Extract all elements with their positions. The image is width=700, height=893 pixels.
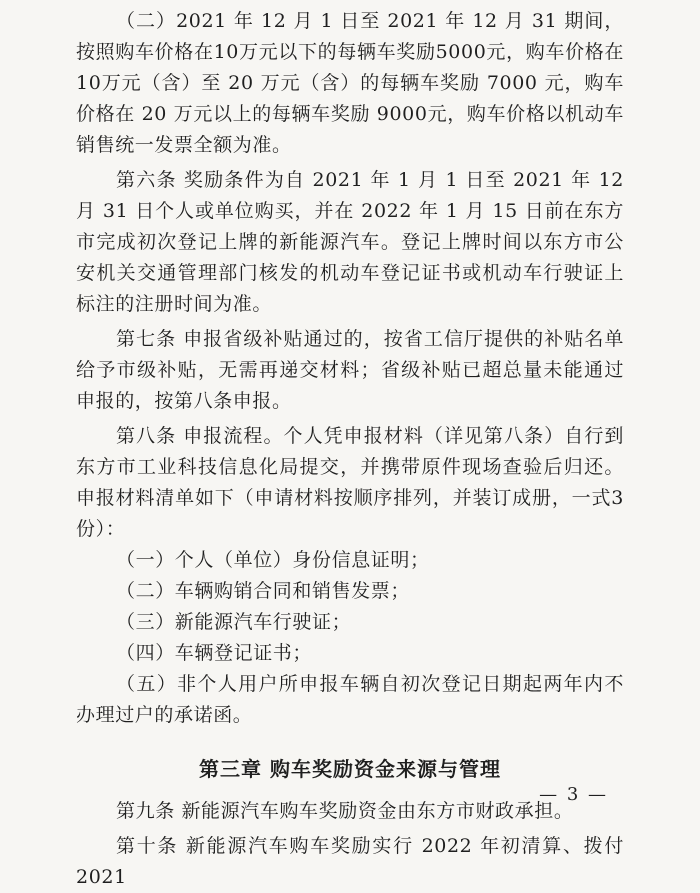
list-item: （二）车辆购销合同和销售发票； <box>116 580 411 602</box>
list-item: （一）个人（单位）身份信息证明； <box>116 549 430 571</box>
paragraph-item-2-subsidy: （二）2021 年 12 月 1 日至 2021 年 12 月 31 期间，按照购车价格在10万元以下的每辆车奖励5000元，购车价格在10万元（含）至 20 万元（含）的每辆车奖励 7000 元，购车价格在 20 万元以上的每辆车奖励 9000元，购车价格以机动车销售统一发票全额为准。 <box>76 10 624 156</box>
paragraph-article-6: 第六条 奖励条件为自 2021 年 1 月 1 日至 2021 年 12 月 31 日个人或单位购买，并在 2022 年 1 月 15 日前在东方市完成初次登记上牌的新能源汽车。登记上牌时间以东方市公安机关交通管理部门核发的机动车登记证书或机动车行驶证上标注的注册时间为准。 <box>76 169 624 315</box>
paragraph-article-7: 第七条 申报省级补贴通过的，按省工信厅提供的补贴名单给予市级补贴，无需再递交材料；省级补贴已超总量未能通过申报的，按第八条申报。 <box>76 328 624 412</box>
paragraph-article-10: 第十条 新能源汽车购车奖励实行 2022 年初清算、拨付 2021 <box>76 835 624 888</box>
paragraph-article-8: 第八条 申报流程。个人凭申报材料（详见第八条）自行到东方市工业科技信息化局提交，并携带原件现场查验后归还。申报材料清单如下（申请材料按顺序排列，并装订成册，一式3份）： <box>76 425 624 540</box>
list-item: （五）非个人用户所申报车辆自初次登记日期起两年内不办理过户的承诺函。 <box>76 673 624 726</box>
chapter-title: 第三章 购车奖励资金来源与管理 <box>199 757 501 781</box>
page-number: — 3 — <box>539 784 608 805</box>
list-item: （四）车辆登记证书； <box>116 642 313 664</box>
list-item: （三）新能源汽车行驶证； <box>116 611 352 633</box>
paragraph-article-9: 第九条 新能源汽车购车奖励资金由东方市财政承担。 <box>116 800 574 822</box>
